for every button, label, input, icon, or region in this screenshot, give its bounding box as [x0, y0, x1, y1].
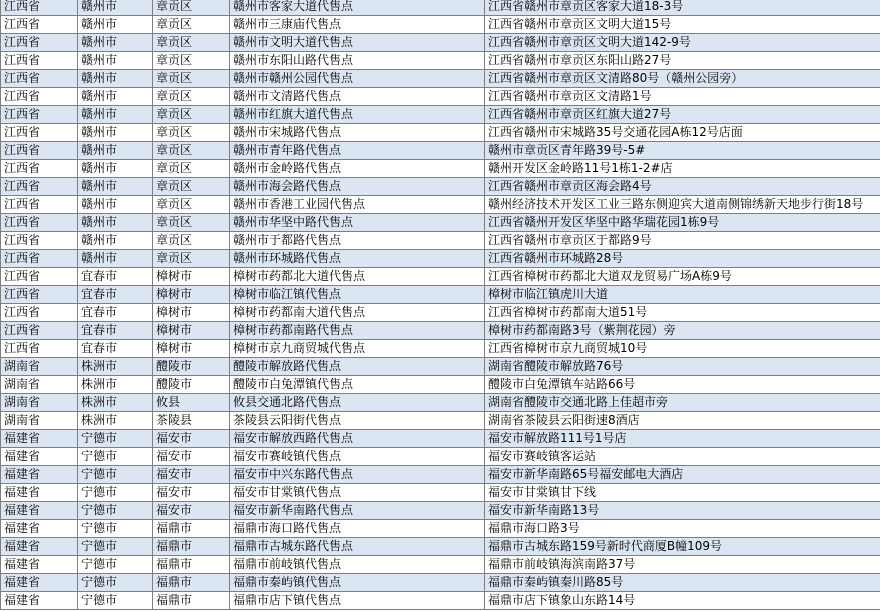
address-cell[interactable]: 福安市甘棠镇甘下线 [485, 484, 880, 502]
city-cell[interactable]: 赣州市 [78, 214, 153, 232]
province-cell[interactable]: 江西省 [1, 268, 78, 286]
province-cell[interactable]: 江西省 [1, 214, 78, 232]
district-cell[interactable]: 福安市 [153, 484, 230, 502]
outlet-name-cell[interactable]: 樟树市药都南路代售点 [230, 322, 485, 340]
address-cell[interactable]: 赣州经济技术开发区工业三路东侧迎宾大道南侧锦绣新天地步行街18号 [485, 196, 880, 214]
address-cell[interactable]: 樟树市临江镇虎川大道 [485, 286, 880, 304]
district-cell[interactable]: 福鼎市 [153, 520, 230, 538]
address-cell[interactable]: 湖南省茶陵县云阳街速8酒店 [485, 412, 880, 430]
city-cell[interactable]: 赣州市 [78, 16, 153, 34]
table-row [1, 304, 880, 322]
table-row [1, 394, 880, 412]
province-cell[interactable]: 湖南省 [1, 412, 78, 430]
city-cell[interactable]: 株洲市 [78, 376, 153, 394]
address-cell[interactable]: 湖南省醴陵市交通北路上佳超市旁 [485, 394, 880, 412]
table-row [1, 538, 880, 556]
address-cell[interactable]: 醴陵市白兔潭镇车站路66号 [485, 376, 880, 394]
province-cell[interactable]: 江西省 [1, 286, 78, 304]
address-cell[interactable]: 江西省樟树市京九商贸城10号 [485, 340, 880, 358]
outlet-name-cell[interactable]: 福鼎市海口路代售点 [230, 520, 485, 538]
province-cell[interactable]: 福建省 [1, 484, 78, 502]
address-cell[interactable]: 江西省赣州市章贡区海会路4号 [485, 178, 880, 196]
district-cell[interactable]: 福鼎市 [153, 556, 230, 574]
address-cell[interactable]: 湖南省醴陵市解放路76号 [485, 358, 880, 376]
table-row [1, 142, 880, 160]
address-cell[interactable]: 樟树市药都南路3号（紫荆花园）旁 [485, 322, 880, 340]
address-cell[interactable]: 福鼎市海口路3号 [485, 520, 880, 538]
address-cell[interactable]: 江西省赣州开发区华坚中路华瑞花园1栋9号 [485, 214, 880, 232]
table-row [1, 592, 880, 610]
table-row [1, 268, 880, 286]
city-cell[interactable]: 赣州市 [78, 52, 153, 70]
city-cell[interactable]: 株洲市 [78, 412, 153, 430]
table-row [1, 574, 880, 592]
province-cell[interactable]: 湖南省 [1, 358, 78, 376]
address-cell[interactable]: 赣州开发区金岭路11号1栋1-2#店 [485, 160, 880, 178]
district-cell[interactable]: 章贡区 [153, 0, 230, 16]
city-cell[interactable]: 赣州市 [78, 0, 153, 16]
address-cell[interactable]: 江西省赣州市章贡区于都路9号 [485, 232, 880, 250]
province-cell[interactable]: 湖南省 [1, 376, 78, 394]
district-cell[interactable]: 福安市 [153, 430, 230, 448]
city-cell[interactable]: 宁德市 [78, 592, 153, 610]
district-cell[interactable]: 章贡区 [153, 142, 230, 160]
table-row [1, 520, 880, 538]
address-cell[interactable]: 福鼎市古城东路159号新时代商厦B幢109号 [485, 538, 880, 556]
city-cell[interactable]: 宁德市 [78, 466, 153, 484]
province-cell[interactable]: 江西省 [1, 106, 78, 124]
district-cell[interactable]: 章贡区 [153, 34, 230, 52]
province-cell[interactable]: 江西省 [1, 142, 78, 160]
district-cell[interactable]: 樟树市 [153, 268, 230, 286]
city-cell[interactable]: 赣州市 [78, 250, 153, 268]
outlet-name-cell[interactable]: 福鼎市古城东路代售点 [230, 538, 485, 556]
table-row [1, 556, 880, 574]
table-row [1, 502, 880, 520]
outlet-name-cell[interactable]: 樟树市临江镇代售点 [230, 286, 485, 304]
address-cell[interactable]: 福鼎市前岐镇海滨南路37号 [485, 556, 880, 574]
table-row [1, 106, 880, 124]
city-cell[interactable]: 赣州市 [78, 160, 153, 178]
city-cell[interactable]: 宁德市 [78, 520, 153, 538]
city-cell[interactable]: 宁德市 [78, 448, 153, 466]
district-cell[interactable]: 醴陵市 [153, 358, 230, 376]
address-cell[interactable]: 江西省赣州市环城路28号 [485, 250, 880, 268]
city-cell[interactable]: 赣州市 [78, 106, 153, 124]
table-row [1, 466, 880, 484]
table-row [1, 70, 880, 88]
table-row [1, 0, 880, 16]
district-cell[interactable]: 章贡区 [153, 160, 230, 178]
table-row [1, 16, 880, 34]
outlet-name-cell[interactable]: 茶陵县云阳街代售点 [230, 412, 485, 430]
outlet-name-cell[interactable]: 攸县交通北路代售点 [230, 394, 485, 412]
address-cell[interactable]: 福安市解放路111号1号店 [485, 430, 880, 448]
address-cell[interactable]: 福安市赛岐镇客运站 [485, 448, 880, 466]
district-cell[interactable]: 福鼎市 [153, 592, 230, 610]
province-cell[interactable]: 江西省 [1, 0, 78, 16]
outlet-name-cell[interactable]: 福安市新华南路代售点 [230, 502, 485, 520]
city-cell[interactable]: 赣州市 [78, 124, 153, 142]
city-cell[interactable]: 宁德市 [78, 430, 153, 448]
province-cell[interactable]: 福建省 [1, 520, 78, 538]
province-cell[interactable]: 福建省 [1, 592, 78, 610]
district-cell[interactable]: 樟树市 [153, 304, 230, 322]
table-body [1, 0, 880, 610]
province-cell[interactable]: 江西省 [1, 88, 78, 106]
province-cell[interactable]: 江西省 [1, 250, 78, 268]
province-cell[interactable]: 江西省 [1, 70, 78, 88]
address-cell[interactable]: 江西省赣州市章贡区文明大道142-9号 [485, 34, 880, 52]
address-cell[interactable]: 福鼎市秦屿镇秦川路85号 [485, 574, 880, 592]
address-cell[interactable]: 福安市新华南路13号 [485, 502, 880, 520]
outlet-name-cell[interactable]: 福安市赛岐镇代售点 [230, 448, 485, 466]
province-cell[interactable]: 江西省 [1, 34, 78, 52]
outlet-name-cell[interactable]: 醴陵市白兔潭镇代售点 [230, 376, 485, 394]
province-cell[interactable]: 福建省 [1, 538, 78, 556]
address-cell[interactable]: 江西省赣州市章贡区文清路1号 [485, 88, 880, 106]
address-cell[interactable]: 福安市新华南路65号福安邮电大酒店 [485, 466, 880, 484]
table-row [1, 484, 880, 502]
address-cell[interactable]: 江西省赣州市章贡区东阳山路27号 [485, 52, 880, 70]
district-cell[interactable]: 福鼎市 [153, 574, 230, 592]
outlet-name-cell[interactable]: 福安市中兴东路代售点 [230, 466, 485, 484]
province-cell[interactable]: 江西省 [1, 52, 78, 70]
district-cell[interactable]: 攸县 [153, 394, 230, 412]
province-cell[interactable]: 福建省 [1, 466, 78, 484]
district-cell[interactable]: 章贡区 [153, 16, 230, 34]
province-cell[interactable]: 福建省 [1, 574, 78, 592]
outlet-name-cell[interactable]: 赣州市于都路代售点 [230, 232, 485, 250]
province-cell[interactable]: 江西省 [1, 124, 78, 142]
address-cell[interactable]: 江西省赣州市宋城路35号交通花园A栋12号店面 [485, 124, 880, 142]
table-row [1, 196, 880, 214]
district-cell[interactable]: 樟树市 [153, 322, 230, 340]
outlet-name-cell[interactable]: 樟树市京九商贸城代售点 [230, 340, 485, 358]
table-row [1, 52, 880, 70]
city-cell[interactable]: 宜春市 [78, 322, 153, 340]
outlet-name-cell[interactable]: 赣州市金岭路代售点 [230, 160, 485, 178]
province-cell[interactable]: 江西省 [1, 304, 78, 322]
city-cell[interactable]: 宁德市 [78, 502, 153, 520]
city-cell[interactable]: 宜春市 [78, 304, 153, 322]
table-row [1, 430, 880, 448]
address-cell[interactable]: 江西省赣州市章贡区红旗大道27号 [485, 106, 880, 124]
address-cell[interactable]: 江西省樟树市药都北大道双龙贸易广场A栋9号 [485, 268, 880, 286]
outlet-name-cell[interactable]: 樟树市药都北大道代售点 [230, 268, 485, 286]
city-cell[interactable]: 宁德市 [78, 484, 153, 502]
city-cell[interactable]: 赣州市 [78, 232, 153, 250]
outlet-name-cell[interactable]: 福鼎市前岐镇代售点 [230, 556, 485, 574]
city-cell[interactable]: 株洲市 [78, 358, 153, 376]
outlet-name-cell[interactable]: 福鼎市店下镇代售点 [230, 592, 485, 610]
province-cell[interactable]: 江西省 [1, 340, 78, 358]
address-cell[interactable]: 江西省樟树市药都南大道51号 [485, 304, 880, 322]
city-cell[interactable]: 赣州市 [78, 34, 153, 52]
outlet-name-cell[interactable]: 赣州市香港工业园代售点 [230, 196, 485, 214]
province-cell[interactable]: 福建省 [1, 430, 78, 448]
outlet-name-cell[interactable]: 赣州市文明大道代售点 [230, 34, 485, 52]
outlet-name-cell[interactable]: 赣州市华坚中路代售点 [230, 214, 485, 232]
outlet-name-cell[interactable]: 赣州市红旗大道代售点 [230, 106, 485, 124]
city-cell[interactable]: 宁德市 [78, 574, 153, 592]
province-cell[interactable]: 福建省 [1, 556, 78, 574]
city-cell[interactable]: 宁德市 [78, 556, 153, 574]
province-cell[interactable]: 福建省 [1, 502, 78, 520]
outlet-name-cell[interactable]: 赣州市文清路代售点 [230, 88, 485, 106]
outlet-name-cell[interactable]: 赣州市赣州公园代售点 [230, 70, 485, 88]
outlet-name-cell[interactable]: 赣州市宋城路代售点 [230, 124, 485, 142]
district-cell[interactable]: 章贡区 [153, 196, 230, 214]
district-cell[interactable]: 福安市 [153, 502, 230, 520]
address-cell[interactable]: 江西省赣州市章贡区客家大道18-3号 [485, 0, 880, 16]
outlet-name-cell[interactable]: 福安市甘棠镇代售点 [230, 484, 485, 502]
table-row [1, 358, 880, 376]
district-cell[interactable]: 章贡区 [153, 250, 230, 268]
city-cell[interactable]: 赣州市 [78, 70, 153, 88]
province-cell[interactable]: 湖南省 [1, 394, 78, 412]
province-cell[interactable]: 江西省 [1, 178, 78, 196]
district-cell[interactable]: 醴陵市 [153, 376, 230, 394]
city-cell[interactable]: 宜春市 [78, 268, 153, 286]
outlet-name-cell[interactable]: 赣州市东阳山路代售点 [230, 52, 485, 70]
district-cell[interactable]: 茶陵县 [153, 412, 230, 430]
address-cell[interactable]: 江西省赣州市章贡区文清路80号（赣州公园旁） [485, 70, 880, 88]
city-cell[interactable]: 宜春市 [78, 286, 153, 304]
table-row [1, 376, 880, 394]
table-row [1, 178, 880, 196]
province-cell[interactable]: 江西省 [1, 232, 78, 250]
outlet-name-cell[interactable]: 赣州市三康庙代售点 [230, 16, 485, 34]
district-cell[interactable]: 章贡区 [153, 106, 230, 124]
district-cell[interactable]: 福安市 [153, 466, 230, 484]
city-cell[interactable]: 赣州市 [78, 142, 153, 160]
outlet-name-cell[interactable]: 赣州市海会路代售点 [230, 178, 485, 196]
table-row [1, 88, 880, 106]
table-row [1, 232, 880, 250]
address-cell[interactable]: 江西省赣州市章贡区文明大道15号 [485, 16, 880, 34]
city-cell[interactable]: 赣州市 [78, 196, 153, 214]
district-cell[interactable]: 章贡区 [153, 52, 230, 70]
table-row [1, 286, 880, 304]
district-cell[interactable]: 章贡区 [153, 124, 230, 142]
district-cell[interactable]: 章贡区 [153, 214, 230, 232]
address-cell[interactable]: 赣州市章贡区青年路39号-5# [485, 142, 880, 160]
district-cell[interactable]: 章贡区 [153, 178, 230, 196]
address-cell[interactable]: 福鼎市店下镇象山东路14号 [485, 592, 880, 610]
district-cell[interactable]: 福鼎市 [153, 538, 230, 556]
province-cell[interactable]: 江西省 [1, 322, 78, 340]
district-cell[interactable]: 福安市 [153, 448, 230, 466]
province-cell[interactable]: 江西省 [1, 16, 78, 34]
table-row [1, 160, 880, 178]
table-row [1, 448, 880, 466]
outlet-name-cell[interactable]: 福鼎市秦屿镇代售点 [230, 574, 485, 592]
table-row [1, 412, 880, 430]
table-row [1, 250, 880, 268]
table-row [1, 34, 880, 52]
district-cell[interactable]: 樟树市 [153, 286, 230, 304]
city-cell[interactable]: 赣州市 [78, 178, 153, 196]
table-row [1, 124, 880, 142]
district-cell[interactable]: 章贡区 [153, 70, 230, 88]
outlet-name-cell[interactable]: 醴陵市解放路代售点 [230, 358, 485, 376]
table-row [1, 214, 880, 232]
outlet-name-cell[interactable]: 赣州市客家大道代售点 [230, 0, 485, 16]
district-cell[interactable]: 樟树市 [153, 340, 230, 358]
province-cell[interactable]: 江西省 [1, 196, 78, 214]
province-cell[interactable]: 福建省 [1, 448, 78, 466]
outlet-name-cell[interactable]: 福安市解放西路代售点 [230, 430, 485, 448]
table-row [1, 322, 880, 340]
outlet-name-cell[interactable]: 樟树市药都南大道代售点 [230, 304, 485, 322]
district-cell[interactable]: 章贡区 [153, 232, 230, 250]
outlet-name-cell[interactable]: 赣州市青年路代售点 [230, 142, 485, 160]
table-row [1, 340, 880, 358]
city-cell[interactable]: 宁德市 [78, 538, 153, 556]
outlet-name-cell[interactable]: 赣州市环城路代售点 [230, 250, 485, 268]
city-cell[interactable]: 株洲市 [78, 394, 153, 412]
city-cell[interactable]: 宜春市 [78, 340, 153, 358]
district-cell[interactable]: 章贡区 [153, 88, 230, 106]
province-cell[interactable]: 江西省 [1, 160, 78, 178]
city-cell[interactable]: 赣州市 [78, 88, 153, 106]
